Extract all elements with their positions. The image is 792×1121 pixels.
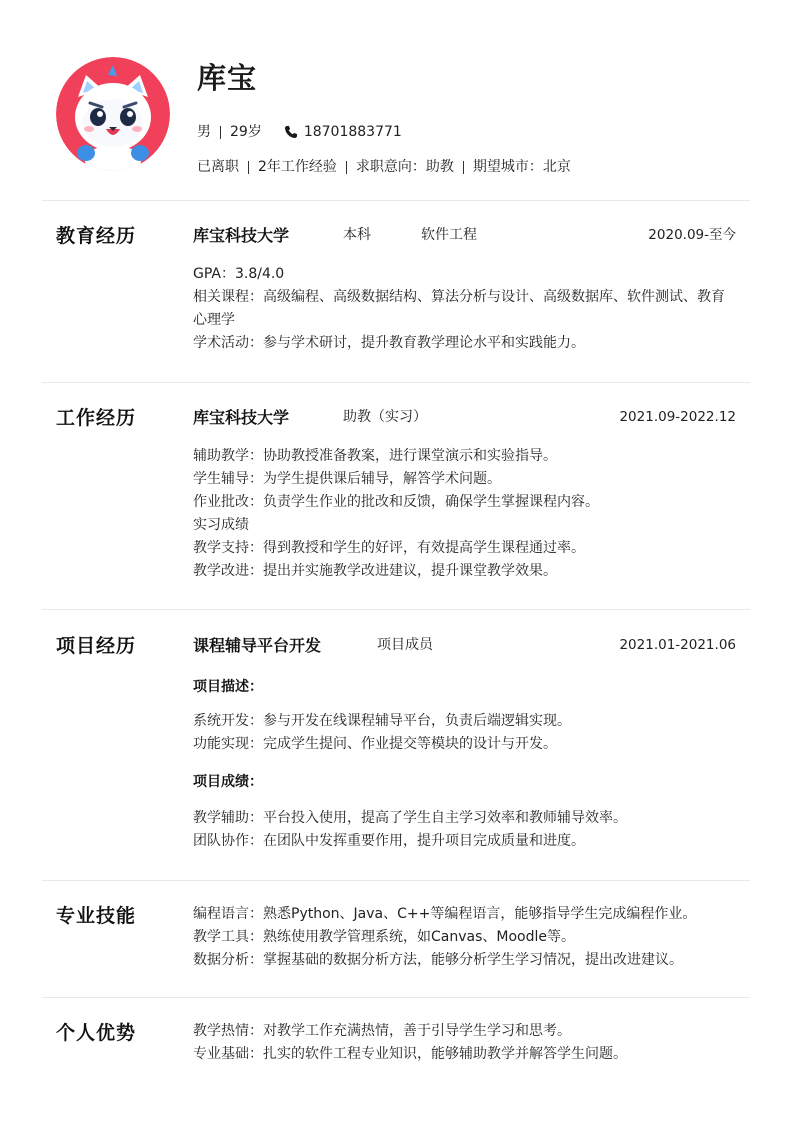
work-experience: 2年工作经验 — [258, 159, 337, 175]
list-item: 学生辅导：为学生提供课后辅导，解答学术问题。 — [193, 471, 501, 487]
list-item: 专业基础：扎实的软件工程专业知识，能够辅助教学并解答学生问题。 — [193, 1046, 627, 1062]
project-date: 2021.01-2021.06 — [619, 637, 736, 653]
list-item: 实习成绩 — [193, 517, 249, 533]
education-courses: 相关课程：高级编程、高级数据结构、算法分析与设计、高级数据库、软件测试、教育心理学 — [193, 289, 725, 328]
age: 29岁 — [230, 124, 262, 140]
education-details — [193, 263, 738, 355]
gender: 男 — [197, 124, 211, 140]
project-description — [193, 710, 738, 756]
list-item: 编程语言：熟悉Python、Java、C++等编程语言，能够指导学生完成编程作业。 — [193, 906, 697, 922]
list-item: 教学支持：得到教授和学生的好评，有效提高学生课程通过率。 — [193, 540, 585, 556]
work-role: 助教（实习） — [343, 409, 427, 425]
expected-city: 期望城市：北京 — [472, 159, 571, 175]
employment-status: 已离职 — [197, 159, 239, 175]
list-item: 教学热情：对教学工作充满热情，善于引导学生学习和思考。 — [193, 1023, 571, 1039]
list-item: 教学工具：熟练使用教学管理系统，如Canvas、Moodle等。 — [193, 929, 575, 945]
skills-details — [193, 903, 738, 972]
separator — [463, 161, 464, 174]
strengths-details — [193, 1020, 738, 1066]
candidate-name: 库宝 — [197, 61, 258, 95]
phone-number[interactable]: 18701883771 — [303, 124, 402, 140]
separator — [248, 161, 249, 174]
basic-info-line — [197, 122, 402, 142]
list-item: 系统开发：参与开发在线课程辅导平台，负责后端逻辑实现。 — [193, 713, 571, 729]
section-divider — [42, 200, 750, 201]
work-details — [193, 445, 738, 583]
section-divider — [42, 609, 750, 610]
project-name: 课程辅导平台开发 — [193, 636, 322, 655]
education-major: 软件工程 — [421, 227, 477, 243]
cat-mascot-avatar — [56, 57, 170, 171]
education-date: 2020.09-至今 — [648, 227, 736, 243]
education-degree: 本科 — [343, 227, 371, 243]
avatar — [56, 57, 170, 171]
section-divider — [42, 880, 750, 881]
education-gpa: GPA：3.8/4.0 — [193, 266, 285, 282]
project-results — [193, 807, 738, 853]
list-item: 教学改进：提出并实施教学改进建议，提升课堂教学效果。 — [193, 563, 557, 579]
section-title-skills: 专业技能 — [56, 905, 137, 927]
list-item: 教学辅助：平台投入使用，提高了学生自主学习效率和教师辅导效率。 — [193, 810, 627, 826]
section-title-education: 教育经历 — [56, 225, 137, 247]
section-divider — [42, 997, 750, 998]
separator — [346, 161, 347, 174]
list-item: 功能实现：完成学生提问、作业提交等模块的设计与开发。 — [193, 736, 557, 752]
list-item: 辅助教学：协助教授准备教案，进行课堂演示和实验指导。 — [193, 448, 557, 464]
job-intent: 求职意向：助教 — [355, 159, 454, 175]
list-item: 数据分析：掌握基础的数据分析方法，能够分析学生学习情况，提出改进建议。 — [193, 952, 683, 968]
section-title-strengths: 个人优势 — [56, 1022, 137, 1044]
list-item: 团队协作：在团队中发挥重要作用，提升项目完成质量和进度。 — [193, 833, 585, 849]
work-date: 2021.09-2022.12 — [619, 409, 736, 425]
project-description-heading: 项目描述： — [193, 679, 263, 695]
work-company: 库宝科技大学 — [193, 408, 290, 427]
project-results-heading: 项目成绩： — [193, 774, 263, 790]
education-school: 库宝科技大学 — [193, 226, 290, 245]
project-role: 项目成员 — [377, 637, 433, 653]
section-title-work: 工作经历 — [56, 407, 137, 429]
phone-icon — [284, 125, 298, 139]
separator — [220, 126, 221, 139]
section-divider — [42, 382, 750, 383]
section-title-project: 项目经历 — [56, 635, 137, 657]
job-info-line — [197, 157, 571, 177]
education-activities: 学术活动：参与学术研讨，提升教育教学理论水平和实践能力。 — [193, 335, 585, 351]
list-item: 作业批改：负责学生作业的批改和反馈，确保学生掌握课程内容。 — [193, 494, 599, 510]
